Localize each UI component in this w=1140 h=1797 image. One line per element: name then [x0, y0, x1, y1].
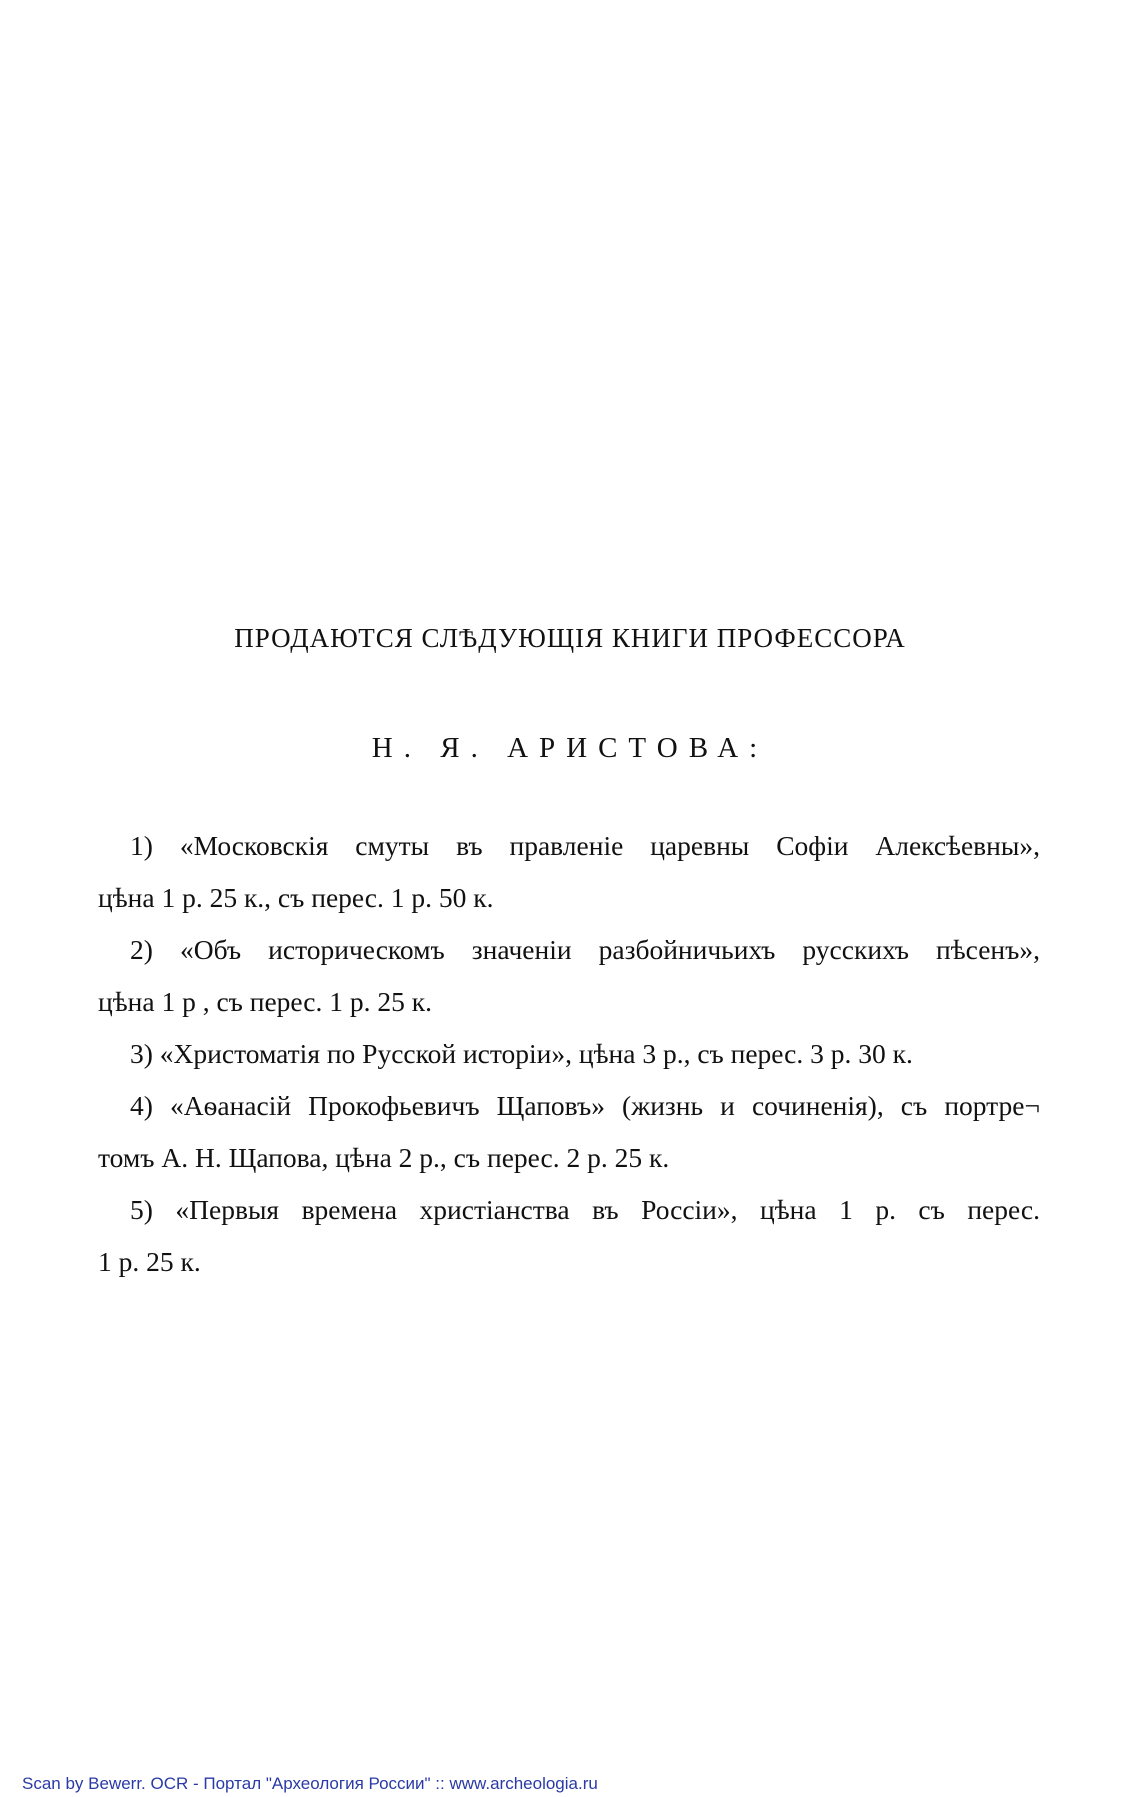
- heading-line-1: ПРОДАЮТСЯ СЛѢДУЮЩІЯ КНИГИ ПРОФЕССОРА: [234, 623, 906, 653]
- list-item: [98, 924, 1040, 1028]
- list-item-line: цѣна 1 р. 25 к., съ перес. 1 р. 50 к.: [98, 882, 494, 913]
- list-item: [98, 1080, 1040, 1184]
- list-item: [98, 1028, 1040, 1080]
- list-item-line: 1 р. 25 к.: [98, 1246, 201, 1277]
- list-item-line: томъ А. Н. Щапова, цѣна 2 р., съ перес. 2 р. 25 к.: [98, 1142, 670, 1173]
- book-list: [98, 820, 1040, 1288]
- scan-credit-footer: Scan by Bewerr. OCR - Портал "Археология России" :: www.archeologia.ru: [22, 1774, 598, 1793]
- list-item: [98, 820, 1040, 924]
- author-name-heading: Н. Я. АРИСТОВА:: [371, 732, 769, 764]
- list-item-line: 5) «Первыя времена христіанства въ Россіи», цѣна 1 р. съ перес.: [130, 1194, 1040, 1225]
- list-item-line: 2) «Объ историческомъ значеніи разбойничьихъ русскихъ пѣсенъ»,: [130, 934, 1040, 965]
- list-item-line: 3) «Христоматія по Русской исторіи», цѣна 3 р., съ перес. 3 р. 30 к.: [130, 1038, 913, 1069]
- list-item-line: цѣна 1 р , съ перес. 1 р. 25 к.: [98, 986, 433, 1017]
- list-item: [98, 1184, 1040, 1288]
- list-item-line: 1) «Московскія смуты въ правленіе царевны Софіи Алексѣевны»,: [130, 830, 1040, 861]
- list-item-line: 4) «Аѳанасій Прокофьевичъ Щаповъ» (жизнь и сочиненія), съ портре¬: [130, 1090, 1040, 1121]
